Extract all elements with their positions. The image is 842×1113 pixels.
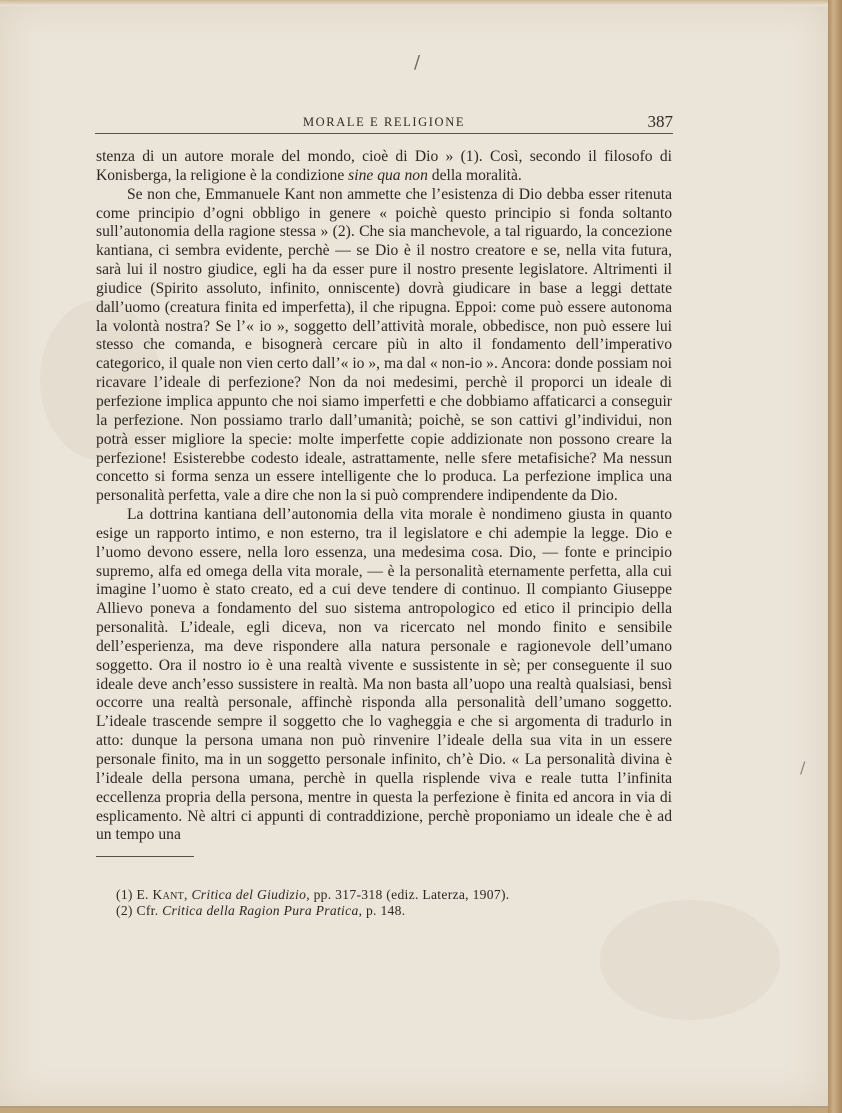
paper-stain bbox=[600, 900, 780, 1020]
page-top-edge bbox=[0, 0, 828, 6]
footnote-1-number: (1) bbox=[116, 887, 137, 902]
paragraph-1-text-a: stenza di un autore morale del mondo, cioè di Dio » (1). Così, secondo il filosofo di Konisberga, la religione è la condizione bbox=[96, 148, 672, 184]
running-title: MORALE E RELIGIONE bbox=[302, 115, 466, 129]
footnote-1-separator: , bbox=[184, 887, 192, 902]
footnote-1 bbox=[116, 887, 636, 903]
pencil-mark-top: / bbox=[414, 52, 421, 73]
footnote-2-reference: , p. 148. bbox=[358, 902, 406, 918]
footnote-2 bbox=[116, 903, 636, 919]
running-head bbox=[95, 112, 673, 132]
footnote-1-title: Critica del Giudizio bbox=[191, 887, 307, 902]
latin-phrase: sine qua non bbox=[348, 166, 428, 184]
paragraph-1-text-b: della moralità. bbox=[427, 166, 522, 184]
header-rule bbox=[95, 133, 673, 134]
paragraph-1 bbox=[96, 148, 672, 186]
footnote-2-prefix: Cfr. bbox=[136, 902, 163, 918]
paragraph-3: La dottrina kantiana dell’autonomia della vita morale è nondimeno giusta in quanto esige un rapporto intimo, e non esterno, tra il legislatore e chi adempie la legge. Dio e l’uomo devono essere, nella loro essenza, una medesima cosa. Dio, — fonte e principio supremo, alfa ed omega della vita morale, — è la personalità eternamente perfetta, alla cui imagine l’uomo è stato creato, ed a cui deve tendere di continuo. Il compianto Giuseppe Allievo poneva a fondamento del suo sistema antropologico ed etico il principio della personalità. L’ideale, egli diceva, non va ricercato nel mondo finito e sensibile dell’esperienza, ma deve rispondere alla natura personale e ragionevole dell’umano soggetto. Ora il nostro io è una realtà vivente e sussistente in sè; per conseguente il suo ideale deve anch’esso sussistere in realtà. Ma non basta all’uopo una realtà qualsiasi, bensì occorre una realtà personale, affinchè risponda alla personalità dell’umano soggetto. L’ideale trascende sempre il soggetto che lo vagheggia e che si argomenta di tradurlo in atto: dunque la persona umana non può rinvenire l’ideale della sua vita in un essere personale finito, ma in un soggetto personale infinito, ch’è Dio. « La personalità divina è l’ideale della persona umana, perchè in quella risplende viva e reale tutta l’infinita eccellenza propria della persona, mentre in questa la perfezione è finita ed ancora in via di esplicamento. Nè altri ci appunti di contraddizione, perchè proponiamo un ideale che è ad un tempo una bbox=[96, 506, 672, 844]
footnote-1-reference: , pp. 317-318 (ediz. Laterza, 1907). bbox=[306, 887, 510, 902]
footnote-rule bbox=[96, 856, 194, 857]
footnote-2-title: Critica della Ragion Pura Pratica bbox=[162, 902, 359, 918]
paragraph-2: Se non che, Emmanuele Kant non ammette che l’esistenza di Dio debba esser ritenuta come principio d’ogni obbligo in genere « poichè questo principio si fonda soltanto sull’autonomia della ragione stessa » (2). Che sia manchevole, a tal riguardo, la concezione kantiana, ci sembra evidente, perchè — se Dio è il nostro creatore e se, nella vita futura, sarà lui il nostro giudice, egli ha da esser pure il nostro presente legislatore. Altrimenti il giudice (Spirito assoluto, infinito, onniscente) dovrà giudicare in base a leggi dettate dall’uomo (creatura finita ed imperfetta), il che ripugna. Eppoi: come può essere autonoma la volontà nostra? Se l’« io », soggetto dell’attività morale, obbedisce, non può essere lui stesso che comanda, e bisognerà cercare più in alto il fondamento dell’imperativo categorico, il quale non vien certo dall’« io », ma dal « non-io ». Ancora: donde possiam noi ricavare l’ideale di perfezione? Non da noi medesimi, perchè il proporci un ideale di perfezione implica appunto che noi siamo imperfetti e che dobbiamo affaticarci a conseguir la perfezione. Non possiamo trarlo dall’umanità; poichè, se son cattivi gl’individui, non potrà esser migliore la specie: molte imperfette copie addizionate non possono creare la perfezione! Esisterebbe codesto ideale, astrattamente, nelle sfere metafisiche? Ma nessun concetto si forma senza un essere intelligente che lo produca. La perfezione implica una personalità perfetta, vale a dire che non la si può comprendere indipendente da Dio. bbox=[96, 185, 672, 505]
footnotes bbox=[116, 887, 636, 918]
pencil-mark-margin: / bbox=[800, 758, 806, 777]
page-edge-right bbox=[828, 0, 842, 1113]
body-text bbox=[96, 148, 672, 845]
page-number: 387 bbox=[647, 112, 673, 131]
footnote-2-number: (2) bbox=[116, 902, 137, 918]
footnote-1-author: E. Kant bbox=[136, 887, 185, 902]
